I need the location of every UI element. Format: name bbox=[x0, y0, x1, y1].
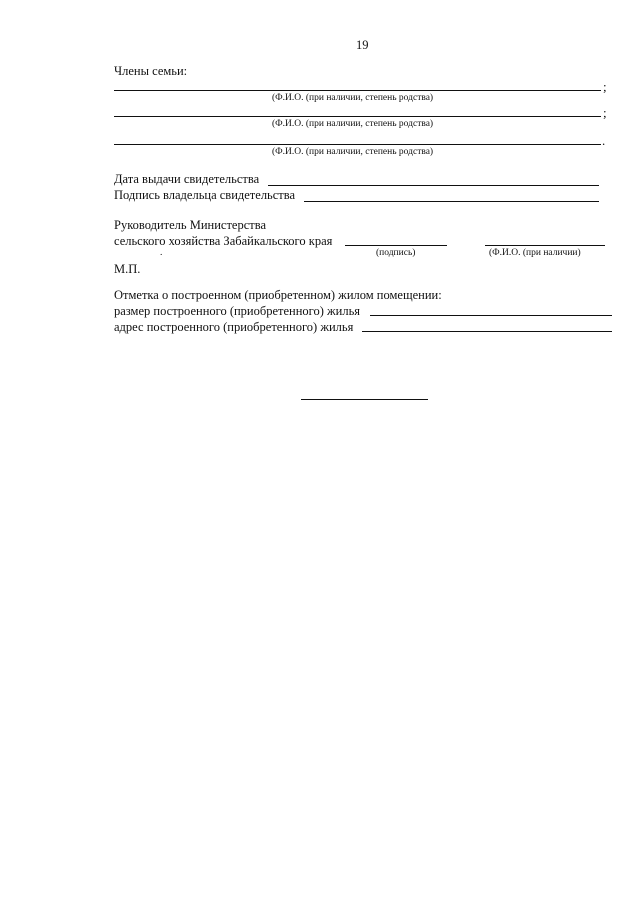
holder-signature-label: Подпись владельца свидетельства bbox=[114, 188, 296, 202]
head-title-line1: Руководитель Министерства bbox=[114, 218, 267, 232]
end-separator-line bbox=[301, 399, 428, 400]
issue-date-field bbox=[268, 185, 599, 186]
family-members-heading: Члены семьи: bbox=[114, 64, 188, 78]
page-number: 19 bbox=[356, 38, 369, 52]
housing-size-field bbox=[370, 315, 612, 316]
issue-date-label: Дата выдачи свидетельства bbox=[114, 172, 260, 186]
family-member-end-mark-1: ; bbox=[603, 79, 607, 94]
housing-size-label: размер построенного (приобретенного) жилья bbox=[114, 304, 361, 318]
head-name-field bbox=[485, 245, 605, 246]
family-member-end-mark-2: ; bbox=[603, 105, 607, 120]
family-member-caption-1: (Ф.И.О. (при наличии, степень родства) bbox=[272, 93, 434, 103]
family-member-end-mark-3: . bbox=[602, 133, 606, 148]
head-signature-field bbox=[345, 245, 447, 246]
housing-heading: Отметка о построенном (приобретенном) жилом помещении: bbox=[114, 288, 442, 302]
holder-signature-field bbox=[304, 201, 599, 202]
name-caption: (Ф.И.О. (при наличии) bbox=[489, 248, 581, 258]
family-member-line-2 bbox=[114, 116, 601, 117]
family-member-line-1 bbox=[114, 90, 601, 91]
family-member-line-3 bbox=[114, 144, 601, 145]
family-member-caption-2: (Ф.И.О. (при наличии, степень родства) bbox=[272, 119, 434, 129]
family-member-caption-3: (Ф.И.О. (при наличии, степень родства) bbox=[272, 147, 434, 157]
head-dot: . bbox=[160, 248, 163, 258]
head-title-line2: сельского хозяйства Забайкальского края bbox=[114, 234, 333, 248]
housing-address-field bbox=[362, 331, 612, 332]
signature-caption: (подпись) bbox=[376, 248, 416, 258]
housing-address-label: адрес построенного (приобретенного) жилья bbox=[114, 320, 354, 334]
seal-label: М.П. bbox=[114, 262, 141, 276]
